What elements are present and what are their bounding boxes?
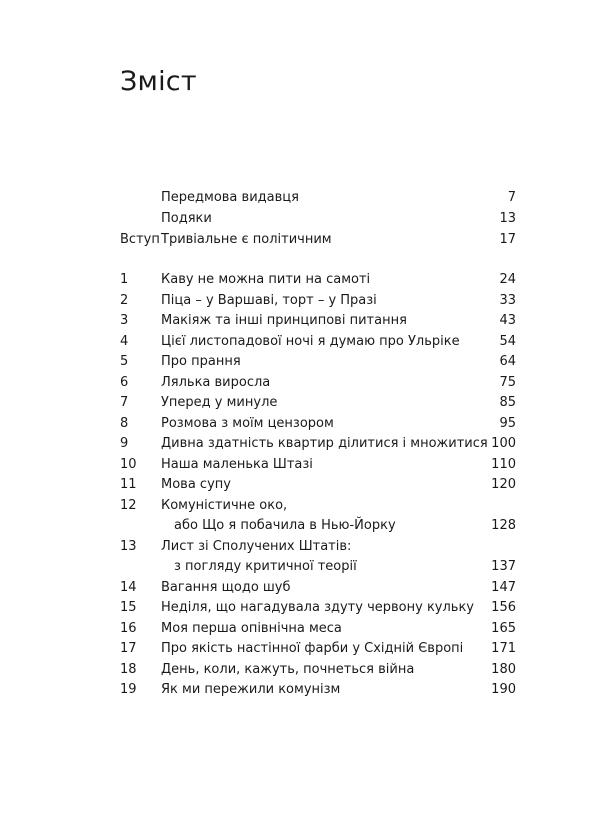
toc-entry (0, 680, 600, 700)
toc-entry (0, 619, 600, 639)
entry-number: 15 (120, 600, 137, 615)
toc-entry (0, 352, 600, 372)
entry-title: Розмова з моїм цензором (161, 415, 334, 431)
entry-title-continuation: або Що я побачила в Нью-Йорку (174, 518, 396, 533)
toc-entry (0, 434, 600, 454)
entry-number: 16 (120, 620, 137, 636)
entry-number: 11 (120, 477, 137, 492)
entry-page: 171 (491, 641, 516, 656)
entry-title: Цієї листопадової ночі я думаю про Ульріке (161, 333, 460, 349)
page-title: Зміст (120, 66, 197, 97)
entry-page: 147 (491, 579, 516, 595)
toc-entry-continuation (0, 557, 600, 577)
entry-page: 180 (491, 661, 516, 677)
entry-number: 1 (120, 272, 129, 287)
entry-title: Як ми пережили комунізм (161, 682, 341, 697)
toc-entry (0, 209, 600, 229)
toc-entry (0, 537, 600, 557)
entry-number: 17 (120, 641, 137, 656)
toc-entry (0, 496, 600, 516)
entry-page: 137 (491, 559, 516, 574)
entry-number: Вступ (120, 232, 160, 247)
toc-entry (0, 311, 600, 331)
entry-number: 14 (120, 579, 137, 595)
entry-number: 12 (120, 497, 137, 513)
entry-title: Мова супу (161, 477, 231, 492)
entry-page: 128 (491, 518, 516, 533)
entry-page: 33 (499, 292, 516, 308)
entry-page: 100 (491, 436, 516, 451)
entry-title: Наша маленька Штазі (161, 456, 313, 472)
toc-entry (0, 230, 600, 250)
toc-entry (0, 188, 600, 208)
entry-title: Тривіальне є політичним (161, 232, 332, 247)
entry-page: 95 (499, 415, 516, 431)
toc-entry (0, 373, 600, 393)
entry-page: 110 (491, 456, 516, 472)
entry-title: Лялька виросла (161, 374, 271, 390)
entry-title-continuation: з погляду критичної теорії (174, 559, 357, 574)
entry-page: 54 (499, 333, 516, 349)
entry-title: Макіяж та інші принципові питання (161, 313, 407, 328)
entry-number: 10 (120, 456, 137, 472)
entry-page: 13 (499, 211, 516, 226)
entry-title: Комуністичне око, (161, 497, 288, 513)
toc-entry (0, 332, 600, 352)
toc-entry (0, 455, 600, 475)
entry-number: 2 (120, 292, 129, 308)
toc-entry (0, 414, 600, 434)
toc-entry (0, 393, 600, 413)
entry-title: Передмова видавця (161, 190, 299, 205)
entry-page: 64 (499, 354, 516, 369)
entry-title: Каву не можна пити на самоті (161, 272, 371, 287)
entry-title: Про якість настінної фарби у Східній Європі (161, 641, 464, 656)
entry-title: Лист зі Сполучених Штатів: (161, 538, 352, 554)
entry-page: 85 (499, 395, 516, 410)
entry-title: Дивна здатність квартир ділитися і множитися (161, 436, 488, 451)
entry-number: 9 (120, 436, 129, 451)
entry-number: 18 (120, 661, 137, 677)
entry-title: Моя перша опівнічна меса (161, 620, 342, 636)
entry-number: 3 (120, 313, 129, 328)
entry-number: 8 (120, 415, 129, 431)
entry-title: Уперед у минуле (161, 395, 278, 410)
entry-number: 13 (120, 538, 137, 554)
entry-title: Вагання щодо шуб (161, 579, 291, 595)
toc-entry (0, 639, 600, 659)
entry-title: Неділя, що нагадувала здуту червону кульку (161, 600, 475, 615)
entry-title: День, коли, кажуть, почнеться війна (161, 661, 415, 677)
entry-page: 7 (507, 190, 516, 205)
entry-page: 156 (491, 600, 516, 615)
toc-entry (0, 598, 600, 618)
entry-title: Про прання (161, 354, 241, 369)
entry-page: 24 (499, 272, 516, 287)
entry-number: 7 (120, 395, 129, 410)
entry-page: 190 (491, 682, 516, 697)
toc-entry (0, 475, 600, 495)
entry-page: 43 (499, 313, 516, 328)
entry-title: Подяки (161, 211, 212, 226)
entry-page: 165 (491, 620, 516, 636)
toc-entry (0, 660, 600, 680)
entry-page: 120 (491, 477, 516, 492)
entry-number: 4 (120, 333, 129, 349)
toc-entry (0, 291, 600, 311)
entry-number: 19 (120, 682, 137, 697)
toc-entry-continuation (0, 516, 600, 536)
entry-number: 5 (120, 354, 129, 369)
entry-number: 6 (120, 374, 129, 390)
entry-page: 75 (499, 374, 516, 390)
toc-entry (0, 578, 600, 598)
entry-title: Піца – у Варшаві, торт – у Празі (161, 292, 377, 308)
entry-page: 17 (499, 232, 516, 247)
toc-entry (0, 270, 600, 290)
